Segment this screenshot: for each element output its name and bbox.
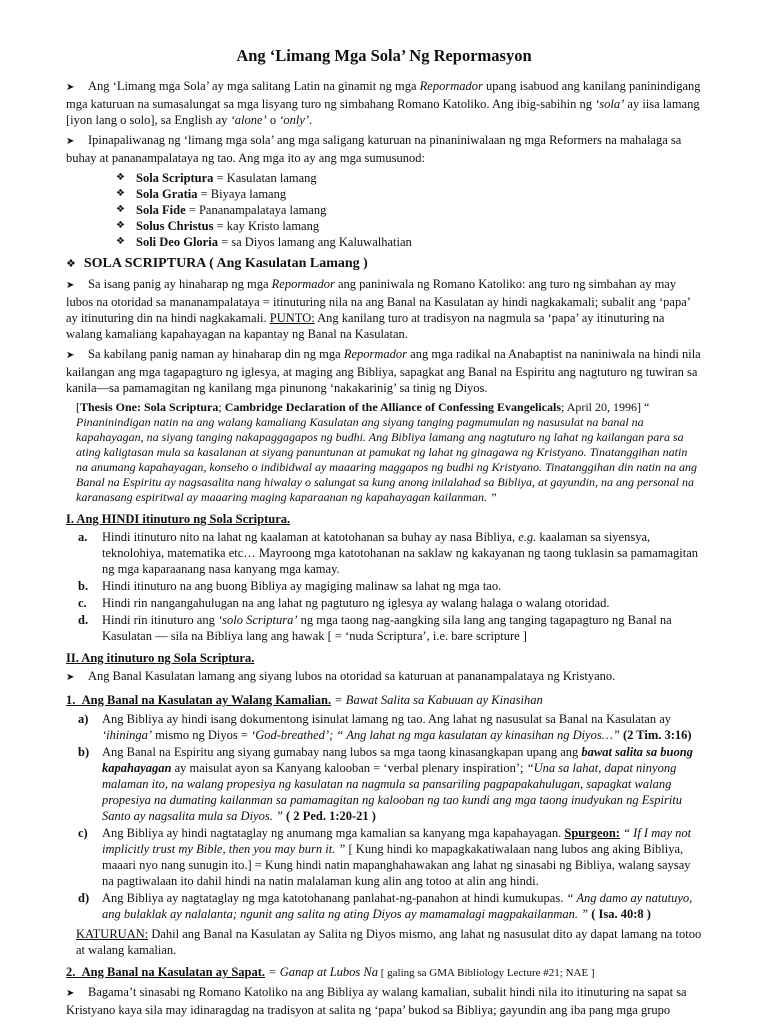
list-item: a) Ang Bibliya ay hindi isang dokumentong isinulat lamang ng tao. Ang lahat ng nasusulat sa Banal na Kasulatan ay ‘ihininga’ mismo ng Diyos = ‘God-breathed’; “ Ang lahat ng mga kasulatan ay kinasihan ng Diyos…” (2 Tim. 3:16) xyxy=(78,712,692,742)
list-item: d. Hindi rin itinuturo ang ‘solo Scriptura’ ng mga taong nag-aangking sila lang ang tanging tagapagturo ng Banal na Kasulatan — sila na Bibliya lang ang hawak [ = ‘nuda Scriptura’, i.e. bare scripture ] xyxy=(78,613,672,643)
diamond-bullet-icon: ❖ xyxy=(116,172,125,183)
point-one-heading: 1. Ang Banal na Kasulatan ay Walang Kamalian. = Bawat Salita sa Kabuuan ay Kinasihan xyxy=(66,693,543,707)
cambridge-declaration-quote: [Thesis One: Sola Scriptura; Cambridge Declaration of the Alliance of Confessing Evangelicals; April 20, 1996] “ Pinaninindigan natin na ang walang kamaliang Kasulatan ang siyang tanging pagmumulan ng nasusulat na banal na kapahayagan, na siyang tanging nakapaggagapos ng budhi. Ang Bibliya lamang ang nagtuturo ng lahat ng kailangan para sa ating kaligtasan mula sa kasalanan at siyang panuntunan at pamukat ng lahat ng ginagawa ng Kristyano. Tinatanggihan natin na anumang kapahayagan, konseho o indibidwal ay maaaring maggapos ng budhi ng Kristyano. Tinatanggihan din natin na ang Banal na Espiritu ay nagsasalita nang hiwalay o salungat sa kung anong inilalahad sa Bibliya, at gayundin, na ang personal na karanasang espiritwal ay maaaring maging kaparaanan ng kapahayagan kailanman. ” xyxy=(76,400,697,504)
sola-item: ❖ Sola Gratia = Biyaya lamang xyxy=(116,187,287,201)
list-item: b) Ang Banal na Espiritu ang siyang gumabay nang lubos sa mga taong kinasangkapan upang ang bawat salita sa buong kapahayagan ay maisulat ayon sa Kanyang kalooban = ‘verbal plenary inspiration’; “Una sa lahat, dapat ninyong malaman ito, na walang propesiya ng kasulatan na nagmula sa pansariling pagpapakahulugan, sapagkat walang propesiya na dumating kailanman sa pamamagitan ng kalooban ng tao kundi ang mga taong inudyukan ng Espiritu Santo ay nagsalita mula sa Diyos. ” ( 2 Ped. 1:20-21 ) xyxy=(78,745,693,823)
arrow-bullet-icon: ➤ xyxy=(66,672,75,683)
sola-item: ❖ Sola Fide = Pananampalataya lamang xyxy=(116,203,327,217)
diamond-bullet-icon: ❖ xyxy=(116,188,125,199)
intro-paragraph-2: ➤ Ipinapaliwanag ng ‘limang mga sola’ ang mga saligang katuruan na pinaniniwalaan ng mga Reformers na mahalaga sa buhay at pananampalataya ng tao. Ang mga ito ay ang mga sumusunod: xyxy=(66,133,682,165)
part-one-heading: I. Ang HINDI itinuturo ng Sola Scriptura. xyxy=(66,512,291,526)
diamond-bullet-icon: ❖ xyxy=(116,220,125,231)
part-one-list xyxy=(66,529,702,644)
point-two-paragraph: ➤ Bagama’t sinasabi ng Romano Katoliko na ang Bibliya ay walang kamalian, subalit hindi nila ito itinuturing na sapat sa Kristyano kaya sila may idinaragdag na tradisyon at salita ng ‘papa’ bukod sa Bibliya; gayundin ang iba pang mga grupo xyxy=(66,985,687,1017)
part-two-lead: ➤ Ang Banal Kasulatan lamang ang siyang lubos na otoridad sa katuruan at pananampalataya ng Kristyano. xyxy=(66,668,702,686)
sola-item: ❖ Solus Christus = kay Kristo lamang xyxy=(116,219,320,233)
katuruan-paragraph: KATURUAN: Dahil ang Banal na Kasulatan ay Salita ng Diyos mismo, ang lahat ng nasusulat dito ay dapat lamang na totoo at walang kamalian. xyxy=(76,927,702,957)
point-one-list xyxy=(66,711,702,922)
part-two-heading: II. Ang itinuturo ng Sola Scriptura. xyxy=(66,651,255,665)
section-heading-sola-scriptura: ❖ SOLA SCRIPTURA ( Ang Kasulatan Lamang ) xyxy=(66,256,368,271)
arrow-bullet-icon: ➤ xyxy=(66,280,75,291)
list-item: a. Hindi itinuturo nito na lahat ng kaalaman at katotohanan sa buhay ay nasa Bibliya, e.g. kaalaman sa siyensya, teknolohiya, matematika etc… Mayroong mga katotohanan na saklaw ng kakayanan ng taong tuklasin sa pamamagitan ng mga kaparaanang nasa kanyang mga kamay. xyxy=(78,530,699,576)
arrow-bullet-icon: ➤ xyxy=(66,136,75,147)
diamond-bullet-icon: ❖ xyxy=(116,236,125,247)
sola-item: ❖ Sola Scriptura = Kasulatan lamang xyxy=(116,171,317,185)
sola-item: ❖ Soli Deo Gloria = sa Diyos lamang ang Kaluwalhatian xyxy=(116,235,412,249)
point-two-heading: 2. Ang Banal na Kasulatan ay Sapat. = Ganap at Lubos Na [ galing sa GMA Bibliology Lecture #21; NAE ] xyxy=(66,965,595,979)
diamond-bullet-icon: ❖ xyxy=(66,257,76,270)
section-paragraph-2: ➤ Sa kabilang panig naman ay hinaharap din ng mga Repormador ang mga radikal na Anabaptist na naniniwala na hindi nila kailangan ang mga tagapagturo ng iglesya, at maging ang Bibliya, sapagkat ang Banal na Espiritu ang nagtuturo ng tuwiran sa kanila—sa pamamagitan ng kanilang mga pinunong ‘nakakarinig’ sa tinig ng Diyos. xyxy=(66,347,701,395)
intro-paragraph-1: ➤ Ang ‘Limang mga Sola’ ay mga salitang Latin na ginamit ng mga Repormador upang isabuod ang kanilang paninindigang mga katuruan na sumasalungat sa mga lisyang turo ng simbahang Romano Katoliko. Ang ibig-sabihin ng ‘sola’ ay iisa lamang [iyon lang o solo], sa English ay ‘alone’ o ‘only’. xyxy=(66,79,701,127)
list-item: c) Ang Bibliya ay hindi nagtataglay ng anumang mga kamalian sa kanyang mga kapahayagan. Spurgeon: “ If I may not implicitly trust my Bible, then you may burn it. ” [ Kung hindi ko mapagkakatiwalaan nang lubos ang aking Bibliya, maaari nyo nang sunugin ito.] = Kung hindi natin mapanghahawakan ang lahat ng sinasabi ng Bibliya, walang saysay na pagtiwalaan ito dahil hindi na natin malalaman kung alin ang totoo at alin ang hindi. xyxy=(78,826,692,888)
arrow-bullet-icon: ➤ xyxy=(66,350,75,361)
list-item: c. Hindi rin nangangahulugan na ang lahat ng pagtuturo ng iglesya ay walang halaga o walang otoridad. xyxy=(78,596,610,610)
diamond-bullet-icon: ❖ xyxy=(116,204,125,215)
five-solas-list xyxy=(66,170,702,250)
list-item: d) Ang Bibliya ay nagtataglay ng mga katotohanang panlahat-ng-panahon at hindi kumukupas. “ Ang damo ay natutuyo, ang bulaklak ay nalalanta; ngunit ang salita ng ating Diyos ay mamamalagi magpakailanman. ” ( Isa. 40:8 ) xyxy=(78,891,693,921)
list-item: b. Hindi itinuturo na ang buong Bibliya ay magiging malinaw sa lahat ng mga tao. xyxy=(78,579,502,593)
section-paragraph-1: ➤ Sa isang panig ay hinaharap ng mga Repormador ang paniniwala ng Romano Katoliko: ang turo ng simbahan ay may lubos na otoridad sa mananampalataya = itinuturing nila na ang Banal na Kasulatan ay hindi nagkakamali; subalit ang ‘papa’ ay itinuturing din na hindi nagkakamali. PUNTO: Ang kanilang turo at tradisyon na nagmula sa ‘papa’ ay itinuturing na walang kamaliang kapahayagan na kapantay ng Banal na Kasulatan. xyxy=(66,277,690,341)
arrow-bullet-icon: ➤ xyxy=(66,988,75,999)
document-title: Ang ‘Limang Mga Sola’ Ng Repormasyon xyxy=(236,46,532,65)
arrow-bullet-icon: ➤ xyxy=(66,82,75,93)
